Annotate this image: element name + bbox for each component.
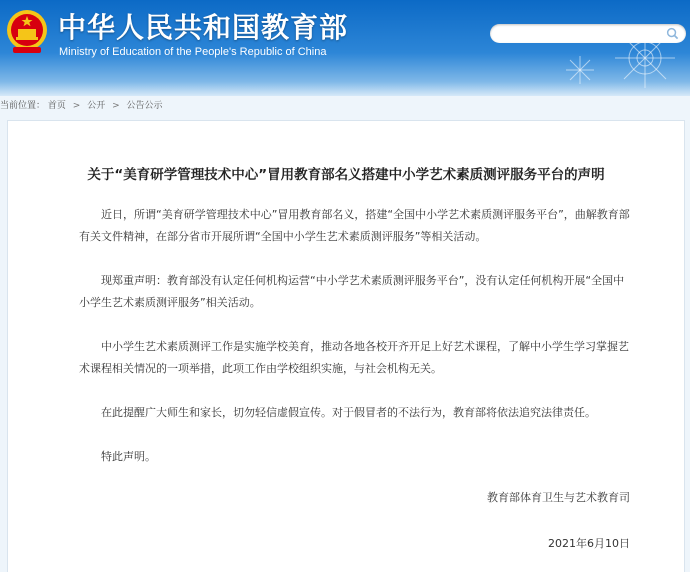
article-title: 关于“美育研学管理技术中心”冒用教育部名义搭建中小学艺术素质测评服务平台的声明 bbox=[87, 167, 605, 183]
site-title: 中华人民共和国教育部 bbox=[58, 11, 349, 44]
snowflake-decoration bbox=[430, 0, 690, 96]
article-paragraph-5: 特此声明。 bbox=[101, 450, 156, 463]
article-panel bbox=[7, 120, 685, 572]
breadcrumb-item-home[interactable]: 首页 bbox=[47, 101, 66, 111]
national-emblem-icon bbox=[5, 7, 49, 55]
article-signature: 教育部体育卫生与艺术教育司 bbox=[487, 491, 630, 504]
search-input[interactable] bbox=[500, 27, 664, 46]
breadcrumb-item-announcements[interactable]: 公告公示 bbox=[126, 101, 163, 111]
search-box bbox=[490, 24, 686, 43]
article-paragraph-2: 现郑重声明：教育部没有认定任何机构运营“中小学艺术素质测评服务平台”，没有认定任何机构开展“全国中小学生艺术素质测评服务”相关活动。 bbox=[79, 274, 625, 309]
breadcrumb bbox=[0, 98, 163, 114]
article-date: 2021年6月10日 bbox=[548, 537, 630, 550]
site-subtitle: Ministry of Education of the People's Republic of China bbox=[59, 46, 327, 58]
breadcrumb-item-public[interactable]: 公开 bbox=[87, 101, 106, 111]
breadcrumb-separator: > bbox=[112, 101, 120, 111]
site-header bbox=[0, 0, 690, 96]
breadcrumb-separator: > bbox=[72, 101, 81, 111]
breadcrumb-prefix: 当前位置： bbox=[0, 101, 46, 111]
search-icon[interactable] bbox=[666, 27, 679, 40]
article-paragraph-4: 在此提醒广大师生和家长，切勿轻信虚假宣传。对于假冒者的不法行为，教育部将依法追究法律责任。 bbox=[101, 406, 596, 419]
article-paragraph-3: 中小学生艺术素质测评工作是实施学校美育，推动各地各校开齐开足上好艺术课程，了解中小学生学习掌握艺术课程相关情况的一项举措，此项工作由学校组织实施，与社会机构无关。 bbox=[79, 340, 629, 375]
article-paragraph-1: 近日，所谓“美育研学管理技术中心”冒用教育部名义，搭建“全国中小学艺术素质测评服务平台”，曲解教育部有关文件精神，在部分省市开展所谓“全国中小学生艺术素质测评服务”等相关活动。 bbox=[79, 208, 630, 243]
